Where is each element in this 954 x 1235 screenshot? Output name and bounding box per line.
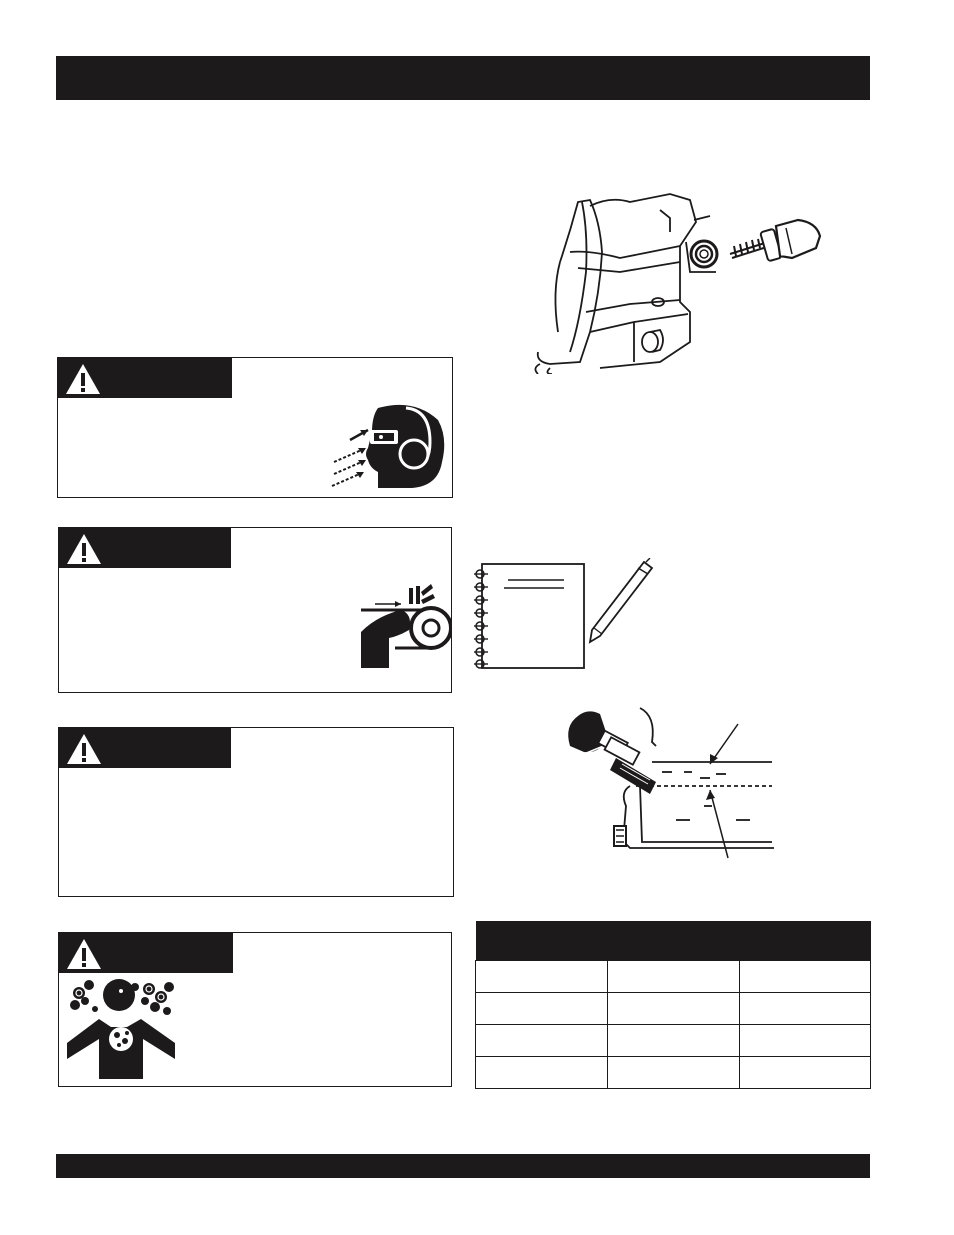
spec-table — [475, 921, 871, 1089]
warning-tab — [59, 933, 233, 973]
header-bar — [56, 56, 870, 100]
warning-triangle-icon — [65, 532, 103, 566]
table-cell — [740, 961, 871, 993]
warning-tab — [58, 358, 232, 398]
toxic-fumes-icon — [65, 975, 177, 1079]
warning-triangle-icon — [64, 362, 102, 396]
table-cell — [476, 993, 608, 1025]
oil-level-gauge-icon — [560, 702, 780, 862]
eye-ear-protection-icon — [326, 402, 448, 492]
footer-bar — [56, 1154, 870, 1178]
oil-filler-cap-removal-icon — [530, 192, 830, 374]
table-header — [476, 921, 871, 961]
warning-tab — [59, 528, 231, 568]
table-cell — [476, 961, 608, 993]
table-cell — [608, 961, 740, 993]
table-cell — [608, 1057, 740, 1089]
warning-box-rotating-parts — [58, 527, 452, 693]
table-cell — [476, 1057, 608, 1089]
table-cell — [740, 993, 871, 1025]
table-row — [476, 961, 871, 993]
warning-tab — [59, 728, 231, 768]
warning-triangle-icon — [65, 937, 103, 971]
table-cell — [740, 1025, 871, 1057]
warning-box-eye-protection — [57, 357, 453, 498]
warning-box-general — [58, 727, 454, 897]
table-header-row — [476, 921, 871, 961]
table-row — [476, 1025, 871, 1057]
belt-pinch-hazard-icon — [359, 580, 451, 672]
warning-box-exhaust-fumes — [58, 932, 452, 1087]
table-cell — [740, 1057, 871, 1089]
table-row — [476, 993, 871, 1025]
notebook-and-pencil-icon — [468, 558, 658, 674]
table-cell — [608, 1025, 740, 1057]
table-row — [476, 1057, 871, 1089]
table-cell — [476, 1025, 608, 1057]
warning-triangle-icon — [65, 732, 103, 766]
table-cell — [608, 993, 740, 1025]
